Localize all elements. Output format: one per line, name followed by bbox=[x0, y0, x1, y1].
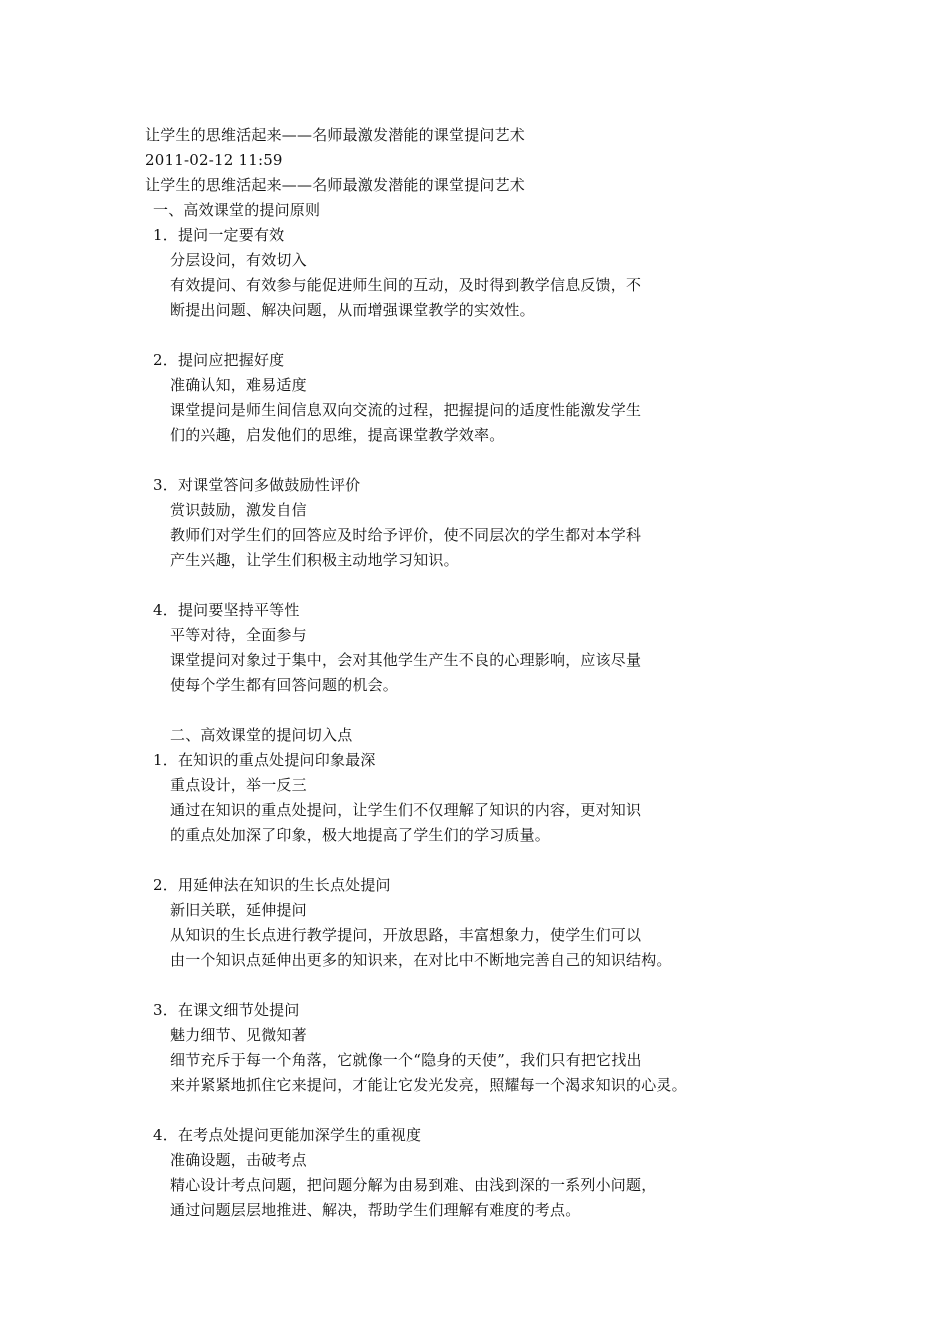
item-body: 教师们对学生们的回答应及时给予评价，使不同层次的学生都对本学科 bbox=[170, 526, 642, 544]
item-body: 通过在知识的重点处提问，让学生们不仅理解了知识的内容，更对知识 bbox=[170, 801, 642, 819]
item-body: 精心设计考点问题，把问题分解为由易到难、由浅到深的一系列小问题， bbox=[170, 1176, 657, 1194]
item-title: 1．提问一定要有效 bbox=[153, 226, 285, 244]
item-body: 通过问题层层地推进、解决，帮助学生们理解有难度的考点。 bbox=[170, 1201, 581, 1219]
item-title: 4．在考点处提问更能加深学生的重视度 bbox=[153, 1126, 422, 1144]
item-title: 4．提问要坚持平等性 bbox=[153, 601, 300, 619]
item-body: 的重点处加深了印象，极大地提高了学生们的学习质量。 bbox=[170, 826, 551, 844]
document-date: 2011-02-12 11:59 bbox=[145, 151, 283, 169]
item-motto: 平等对待，全面参与 bbox=[170, 626, 307, 644]
item-motto: 赏识鼓励，激发自信 bbox=[170, 501, 307, 519]
item-body: 产生兴趣，让学生们积极主动地学习知识。 bbox=[170, 551, 459, 569]
item-body: 由一个知识点延伸出更多的知识来，在对比中不断地完善自己的知识结构。 bbox=[170, 951, 672, 969]
item-motto: 分层设问，有效切入 bbox=[170, 251, 307, 269]
item-title: 1．在知识的重点处提问印象最深 bbox=[153, 751, 376, 769]
section-heading-principles: 一、高效课堂的提问原则 bbox=[153, 201, 321, 219]
item-body: 课堂提问对象过于集中，会对其他学生产生不良的心理影响，应该尽量 bbox=[170, 651, 642, 669]
item-body: 们的兴趣，启发他们的思维，提高课堂教学效率。 bbox=[170, 426, 505, 444]
item-title: 2．提问应把握好度 bbox=[153, 351, 285, 369]
item-body: 使每个学生都有回答问题的机会。 bbox=[170, 676, 399, 694]
item-body: 来并紧紧地抓住它来提问，才能让它发光发亮，照耀每一个渴求知识的心灵。 bbox=[170, 1076, 687, 1094]
document-subtitle: 让学生的思维活起来——名师最激发潜能的课堂提问艺术 bbox=[145, 176, 526, 194]
item-title: 3．在课文细节处提问 bbox=[153, 1001, 300, 1019]
item-body: 从知识的生长点进行教学提问，开放思路，丰富想象力，使学生们可以 bbox=[170, 926, 642, 944]
item-body: 细节充斥于每一个角落，它就像一个“隐身的天使”，我们只有把它找出 bbox=[170, 1051, 642, 1069]
item-motto: 准确设题，击破考点 bbox=[170, 1151, 307, 1169]
item-title: 2．用延伸法在知识的生长点处提问 bbox=[153, 876, 391, 894]
item-body: 断提出问题、解决问题，从而增强课堂教学的实效性。 bbox=[170, 301, 535, 319]
document-title: 让学生的思维活起来——名师最激发潜能的课堂提问艺术 bbox=[145, 126, 526, 144]
item-motto: 准确认知，难易适度 bbox=[170, 376, 307, 394]
item-motto: 新旧关联，延伸提问 bbox=[170, 901, 307, 919]
item-body: 有效提问、有效参与能促进师生间的互动，及时得到教学信息反馈，不 bbox=[170, 276, 642, 294]
item-title: 3．对课堂答问多做鼓励性评价 bbox=[153, 476, 361, 494]
item-motto: 魅力细节、见微知著 bbox=[170, 1026, 307, 1044]
item-motto: 重点设计，举一反三 bbox=[170, 776, 307, 794]
item-body: 课堂提问是师生间信息双向交流的过程，把握提问的适度性能激发学生 bbox=[170, 401, 642, 419]
section-heading-entry-points: 二、高效课堂的提问切入点 bbox=[170, 726, 353, 744]
